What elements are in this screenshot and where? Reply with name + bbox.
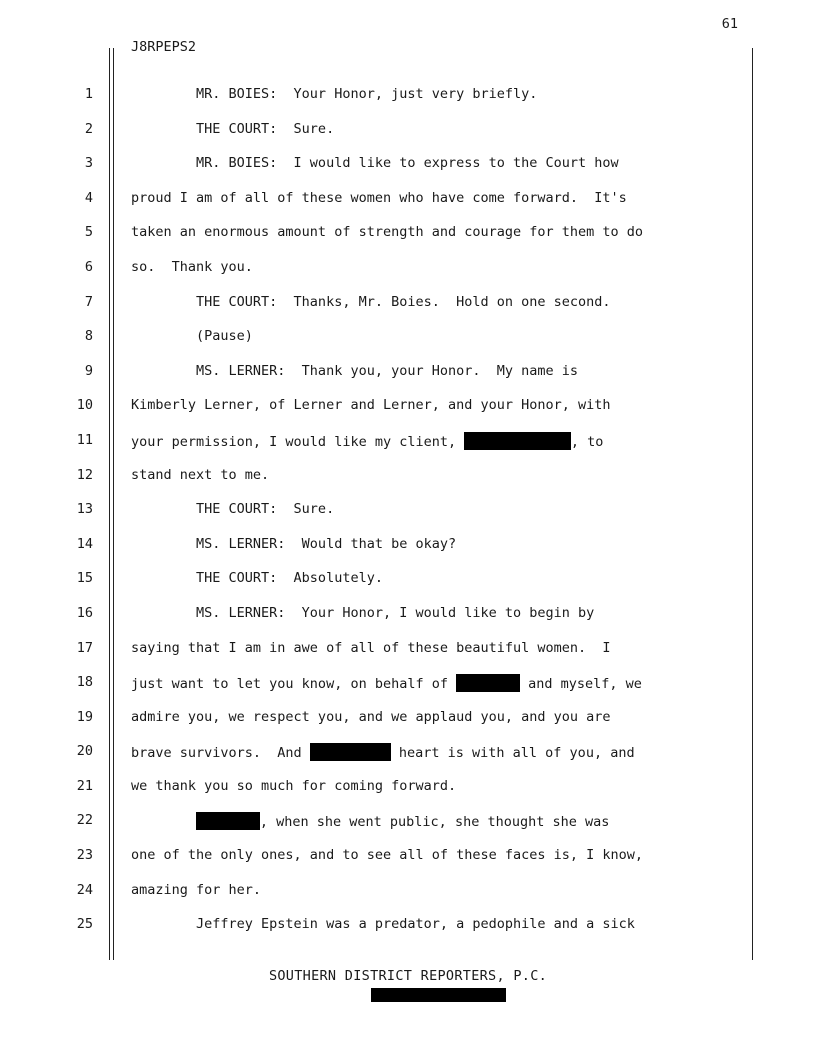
- line-number: 15: [76, 570, 93, 587]
- transcript-line: [0, 908, 816, 943]
- line-number: 20: [76, 743, 93, 760]
- line-text-segment: MS. LERNER: Thank you, your Honor. My name is: [131, 362, 579, 379]
- line-text-segment: taken an enormous amount of strength and courage for them to do: [131, 224, 644, 241]
- transcript-line: [0, 701, 816, 736]
- line-text: [131, 121, 334, 138]
- line-number: 12: [76, 466, 93, 483]
- line-text: [131, 190, 627, 207]
- line-text-segment: THE COURT: Thanks, Mr. Boies. Hold on one second.: [131, 293, 611, 310]
- line-text-segment: THE COURT: Absolutely.: [131, 570, 383, 587]
- line-number: 22: [76, 812, 93, 829]
- redaction-box: [310, 743, 391, 761]
- transcript-line: [0, 666, 816, 701]
- line-text: [131, 328, 253, 345]
- line-text: [131, 570, 383, 587]
- line-text-segment: and myself, we: [519, 676, 642, 693]
- transcript-line: [0, 528, 816, 563]
- line-text-segment: MS. LERNER: Your Honor, I would like to begin by: [131, 604, 595, 621]
- transcript-line: [0, 459, 816, 494]
- line-number: 16: [76, 604, 93, 621]
- transcript-line: [0, 770, 816, 805]
- transcript-line: [0, 182, 816, 217]
- line-text-segment: stand next to me.: [131, 466, 270, 483]
- line-text: [131, 501, 334, 518]
- transcript-line: [0, 286, 816, 321]
- transcript-line: [0, 597, 816, 632]
- line-text: [131, 847, 643, 864]
- line-number: 14: [76, 535, 93, 552]
- line-text-segment: Jeffrey Epstein was a predator, a pedophile and a sick: [131, 916, 635, 933]
- line-text: [131, 674, 642, 693]
- line-text-segment: we thank you so much for coming forward.: [131, 777, 457, 794]
- line-text: [131, 397, 611, 414]
- line-text-segment: amazing for her.: [131, 881, 262, 898]
- line-text: [131, 743, 635, 762]
- line-text-segment: [131, 814, 196, 830]
- line-text: [131, 294, 611, 311]
- line-number: 23: [76, 847, 93, 864]
- transcript-line: [0, 320, 816, 355]
- line-number: 21: [76, 777, 93, 794]
- line-text-segment: one of the only ones, and to see all of these faces is, I know,: [131, 847, 644, 864]
- redaction-box: [456, 674, 520, 692]
- line-text: [131, 812, 609, 831]
- line-number: 7: [84, 293, 93, 310]
- line-text: [131, 640, 611, 657]
- line-number: 25: [76, 916, 93, 933]
- line-text-segment: MR. BOIES: I would like to express to the Court how: [131, 155, 619, 172]
- redaction-box: [196, 812, 260, 830]
- line-text-segment: Kimberly Lerner, of Lerner and Lerner, and your Honor, with: [131, 397, 611, 414]
- line-number: 6: [84, 258, 93, 275]
- line-number: 1: [84, 86, 93, 102]
- line-text-segment: so. Thank you.: [131, 258, 253, 275]
- line-text: [131, 709, 611, 726]
- line-text-segment: THE COURT: Sure.: [131, 501, 335, 518]
- line-text-segment: , when she went public, she thought she was: [259, 814, 610, 831]
- line-text-segment: heart is with all of you, and: [390, 745, 635, 762]
- line-text: [131, 882, 261, 899]
- line-text: [131, 916, 635, 933]
- case-code: J8RPEPS2: [131, 39, 197, 55]
- line-text: [131, 536, 456, 553]
- line-text-segment: brave survivors. And: [131, 745, 310, 762]
- line-text: [131, 605, 594, 622]
- line-number: 5: [84, 224, 93, 241]
- line-text-segment: MS. LERNER: Would that be okay?: [131, 535, 457, 552]
- line-text: [131, 259, 253, 276]
- line-text-segment: (Pause): [131, 328, 253, 345]
- line-number: 8: [84, 328, 93, 345]
- line-text-segment: proud I am of all of these women who have come forward. It's: [131, 189, 627, 206]
- transcript-line: [0, 147, 816, 182]
- line-text: [131, 778, 456, 795]
- transcript-line: [0, 424, 816, 459]
- transcript-line: [0, 355, 816, 390]
- page-number: 61: [721, 16, 738, 32]
- line-number: 13: [76, 501, 93, 518]
- line-text-segment: your permission, I would like my client,: [131, 433, 465, 450]
- redaction-box: [464, 432, 571, 450]
- transcript-line: [0, 735, 816, 770]
- line-text-segment: saying that I am in awe of all of these beautiful women. I: [131, 639, 611, 656]
- footer-reporter: SOUTHERN DISTRICT REPORTERS, P.C.: [268, 968, 548, 984]
- line-text-segment: THE COURT: Sure.: [131, 120, 335, 137]
- line-number: 19: [76, 708, 93, 725]
- line-number: 10: [76, 397, 93, 414]
- transcript-line: [0, 389, 816, 424]
- line-text: [131, 432, 603, 451]
- line-text-segment: just want to let you know, on behalf of: [131, 676, 457, 693]
- line-text: [131, 224, 643, 241]
- line-number: 3: [84, 155, 93, 172]
- line-text-segment: MR. BOIES: Your Honor, just very briefly.: [131, 86, 538, 102]
- line-number: 24: [76, 881, 93, 898]
- line-number: 2: [84, 120, 93, 137]
- transcript-lines: [0, 78, 816, 943]
- line-number: 11: [76, 431, 93, 448]
- transcript-line: [0, 874, 816, 909]
- line-text: [131, 155, 619, 172]
- transcript-line: [0, 216, 816, 251]
- line-number: 4: [84, 189, 93, 206]
- line-text: [131, 467, 269, 484]
- line-text-segment: admire you, we respect you, and we applaud you, and you are: [131, 708, 611, 725]
- transcript-line: [0, 632, 816, 667]
- line-number: 18: [76, 674, 93, 691]
- transcript-line: [0, 562, 816, 597]
- transcript-line: [0, 113, 816, 148]
- transcript-line: [0, 251, 816, 286]
- transcript-line: [0, 804, 816, 839]
- line-number: 17: [76, 639, 93, 656]
- line-text: [131, 363, 578, 380]
- transcript-line: [0, 78, 816, 113]
- transcript-line: [0, 839, 816, 874]
- transcript-line: [0, 493, 816, 528]
- line-number: 9: [84, 362, 93, 379]
- line-text: [131, 86, 537, 103]
- footer-redaction: [371, 988, 506, 1002]
- line-text-segment: , to: [570, 433, 604, 450]
